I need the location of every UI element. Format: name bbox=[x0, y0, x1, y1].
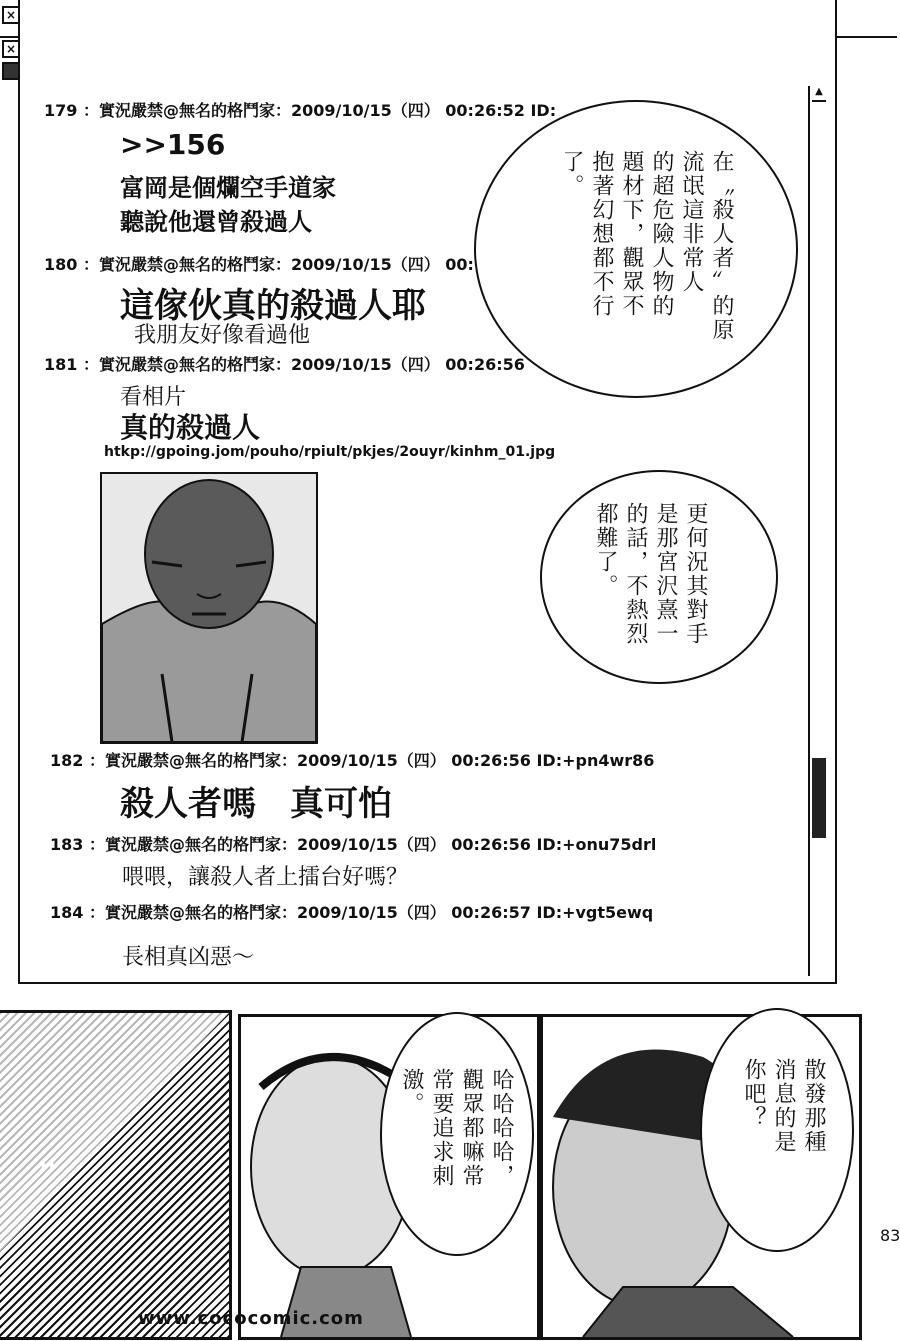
close-icon[interactable]: × bbox=[2, 6, 20, 24]
bubble-text: 在〝殺人者〟的原 流氓這非常人 的超危險人物的 題材下，觀眾不 抱著幻想都不行 了。 bbox=[559, 150, 734, 342]
post-line: 聽說他還曾殺過人 bbox=[120, 208, 312, 236]
image-link[interactable]: htkp://gpoing.jom/pouho/rpiult/pkjes/2ouyr/kinhm_01.jpg bbox=[104, 444, 556, 460]
svg-text:'': '' bbox=[39, 1157, 57, 1190]
bubble-text: 散發那種 消息的是 你吧？ bbox=[741, 1058, 826, 1154]
post-header: 183 ：實況嚴禁@無名的格鬥家：2009/10/15（四） 00:26:56 ID:+onu75drl bbox=[50, 835, 657, 854]
portrait-drawing bbox=[102, 474, 316, 742]
post-line: 真的殺過人 bbox=[120, 411, 261, 444]
scroll-thumb[interactable] bbox=[812, 758, 826, 838]
post-header: 184 ：實況嚴禁@無名的格鬥家：2009/10/15（四） 00:26:57 ID:+vgt5ewq bbox=[50, 903, 654, 922]
page-number: 83 bbox=[880, 1226, 900, 1245]
portrait-photo[interactable] bbox=[100, 472, 318, 744]
post-header: 180 ：實況嚴禁@無名的格鬥家：2009/10/15（四） 00: bbox=[44, 255, 474, 274]
scroll-up-icon[interactable]: ▲ bbox=[812, 86, 826, 102]
post-line: 殺人者嗎 真可怕 bbox=[120, 784, 392, 824]
post-line: 我朋友好像看過他 bbox=[134, 323, 311, 348]
post-line: 喂喂，讓殺人者上擂台好嗎？ bbox=[122, 865, 409, 890]
post-line: 長相真凶惡～ bbox=[122, 945, 255, 970]
bubble-text: 更何況其對手 是那宮沢熹一 的話，不熱烈 都難了。 bbox=[593, 502, 708, 646]
panel-drawing bbox=[0, 1013, 229, 1337]
close-icon[interactable]: × bbox=[2, 40, 20, 58]
bubble-text: 哈哈哈哈， 觀眾都嘛常 常要追求刺 激。 bbox=[399, 1068, 514, 1188]
post-line: 看相片 bbox=[120, 385, 187, 410]
post-header: 179 ：實況嚴禁@無名的格鬥家：2009/10/15（四） 00:26:52 ID: bbox=[44, 101, 557, 120]
post-line: 富岡是個爛空手道家 bbox=[120, 174, 336, 202]
watermark: www.cococomic.com bbox=[138, 1308, 364, 1329]
post-line: 這傢伙真的殺過人耶 bbox=[120, 286, 426, 326]
scrollbar[interactable] bbox=[808, 86, 830, 976]
post-header: 181 ：實況嚴禁@無名的格鬥家：2009/10/15（四） 00:26:56 bbox=[44, 355, 525, 374]
manga-panel bbox=[0, 1010, 232, 1340]
post-line: >>156 bbox=[120, 128, 226, 161]
post-header: 182 ：實況嚴禁@無名的格鬥家：2009/10/15（四） 00:26:56 ID:+pn4wr86 bbox=[50, 751, 655, 770]
